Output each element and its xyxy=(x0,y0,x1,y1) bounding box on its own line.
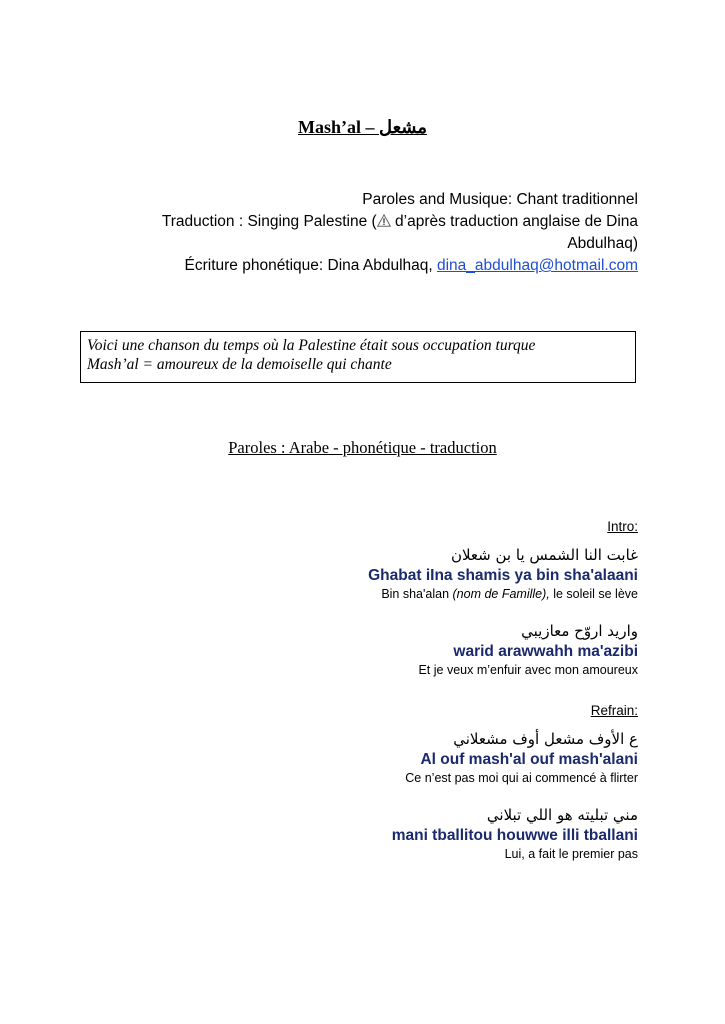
credits-traduction xyxy=(150,211,638,233)
verse-2-arabic: واريد اروّح معازيبي xyxy=(521,622,638,640)
intro-note-line-1: Voici une chanson du temps où la Palestine était sous occupation turque xyxy=(87,337,536,354)
verse-3-arabic: ع الأوف مشعل أوف مشعلاني xyxy=(453,730,638,748)
song-title: Mash’al – مشعل xyxy=(297,117,427,137)
verse-2 xyxy=(150,620,638,679)
verse-2-phonetic: warid arawwahh ma'azibi xyxy=(453,643,638,660)
verse-1-translation xyxy=(150,586,638,603)
intro-section xyxy=(150,518,638,536)
verse-4 xyxy=(150,804,638,863)
verse-1-phonetic: Ghabat iIna shamis ya bin sha'alaani xyxy=(368,567,638,584)
verse-1 xyxy=(150,544,638,603)
verse-1-translation-suffix: le soleil se lève xyxy=(549,587,638,601)
credits-paroles: Paroles and Musique: Chant traditionnel xyxy=(362,191,638,208)
credits-phonetique xyxy=(150,255,638,277)
credits-traduction-prefix: Traduction : Singing Palestine ( xyxy=(161,213,377,230)
verse-1-arabic: غابت النا الشمس يا بن شعلان xyxy=(450,546,638,564)
refrain-label: Refrain: xyxy=(590,703,638,718)
warning-icon xyxy=(377,212,391,225)
intro-label: Intro: xyxy=(607,519,638,534)
verse-3 xyxy=(150,728,638,787)
credits-phonetique-prefix: Écriture phonétique: Dina Abdulhaq, xyxy=(184,257,437,274)
credits-traduction-cont: Abdulhaq) xyxy=(567,235,638,252)
intro-note-line-2: Mash’al = amoureux de la demoiselle qui chante xyxy=(87,356,392,373)
verse-2-translation: Et je veux m’enfuir avec mon amoureux xyxy=(418,663,638,677)
verse-4-arabic: مني تبليته هو اللي تبلاني xyxy=(486,806,638,824)
credits-traduction-suffix: d’après traduction anglaise de Dina xyxy=(390,213,638,230)
verse-4-translation: Lui, a fait le premier pas xyxy=(504,847,638,861)
verse-3-phonetic: Al ouf mash'al ouf mash'alani xyxy=(420,751,638,768)
section-heading: Paroles : Arabe - phonétique - traduction xyxy=(228,438,497,457)
refrain-section xyxy=(150,702,638,720)
intro-note-box xyxy=(80,331,636,383)
verse-3-translation: Ce n’est pas moi qui ai commencé à flirter xyxy=(405,771,638,785)
verse-4-phonetic: mani tballitou houwwe illi tballani xyxy=(391,827,638,844)
email-link[interactable]: dina_abdulhaq@hotmail.com xyxy=(436,257,638,274)
credits-block xyxy=(150,189,638,277)
verse-1-translation-prefix: Bin sha'alan xyxy=(381,587,453,601)
verse-1-translation-italic: (nom de Famille), xyxy=(452,587,550,601)
